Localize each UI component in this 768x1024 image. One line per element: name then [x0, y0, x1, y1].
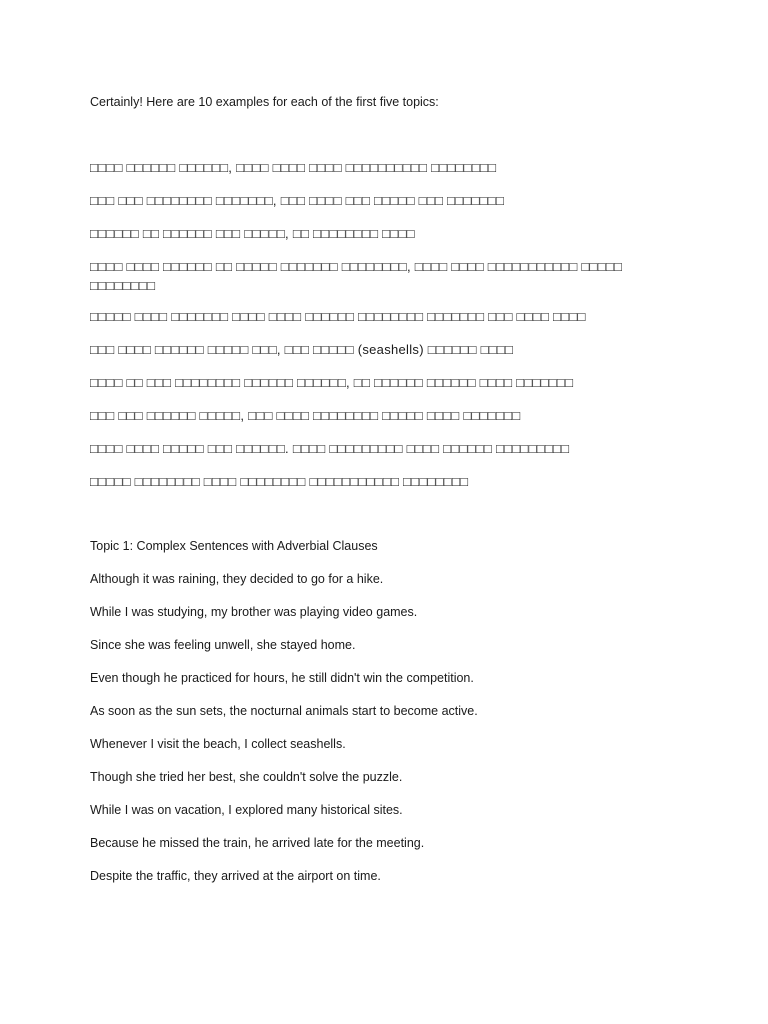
sentence-line: Although it was raining, they decided to go for a hike.: [90, 572, 384, 586]
sentence-line: Despite the traffic, they arrived at the airport on time.: [90, 869, 381, 883]
topic-heading: Topic 1: Complex Sentences with Adverbial Clauses: [90, 539, 378, 553]
example-line: □□□□□ □□□□ □□□□□□□ □□□□ □□□□ □□□□□□ □□□□□□□□ □□□□□□□ □□□ □□□□ □□□□: [90, 309, 586, 324]
sentence-list: [90, 570, 690, 900]
example-line: □□□□□ □□□□□□□□ □□□□ □□□□□□□□ □□□□□□□□□□□ □□□□□□□□: [90, 474, 469, 489]
sentence-line: As soon as the sun sets, the nocturnal animals start to become active.: [90, 704, 478, 718]
example-line: □□□□□□ □□ □□□□□□ □□□ □□□□□, □□ □□□□□□□□ □□□□: [90, 226, 415, 241]
sentence-line: Since she was feeling unwell, she stayed home.: [90, 638, 356, 652]
example-line: □□□□ □□□□ □□□□□ □□□ □□□□□□. □□□□ □□□□□□□□□ □□□□ □□□□□□ □□□□□□□□□: [90, 441, 570, 456]
sentence-line: Whenever I visit the beach, I collect seashells.: [90, 737, 346, 751]
sentence-line: While I was studying, my brother was playing video games.: [90, 605, 418, 619]
example-line: □□□□ □□□□□□ □□□□□□, □□□□ □□□□ □□□□ □□□□□□□□□□ □□□□□□□□: [90, 160, 497, 175]
example-line: □□□ □□□ □□□□□□□□ □□□□□□□, □□□ □□□□ □□□ □□□□□ □□□ □□□□□□□: [90, 193, 505, 208]
sentence-line: Because he missed the train, he arrived late for the meeting.: [90, 836, 425, 850]
sentence-line: While I was on vacation, I explored many historical sites.: [90, 803, 403, 817]
intro-text: Certainly! Here are 10 examples for each of the first five topics:: [90, 95, 439, 109]
example-line: □□□ □□□□ □□□□□□ □□□□□ □□□, □□□ □□□□□ (seashells) □□□□□□ □□□□: [90, 342, 514, 357]
sentence-line: Even though he practiced for hours, he still didn't win the competition.: [90, 671, 474, 685]
example-line: □□□□ □□ □□□ □□□□□□□□ □□□□□□ □□□□□□, □□ □□□□□□ □□□□□□ □□□□ □□□□□□□: [90, 375, 574, 390]
sentence-line: Though she tried her best, she couldn't solve the puzzle.: [90, 770, 403, 784]
example-list: [90, 158, 650, 505]
example-line: □□□□ □□□□ □□□□□□ □□ □□□□□ □□□□□□□ □□□□□□□□, □□□□ □□□□ □□□□□□□□□□□ □□□□□ □□□□□□□□: [90, 259, 623, 293]
example-line: □□□ □□□ □□□□□□ □□□□□, □□□ □□□□ □□□□□□□□ □□□□□ □□□□ □□□□□□□: [90, 408, 521, 423]
